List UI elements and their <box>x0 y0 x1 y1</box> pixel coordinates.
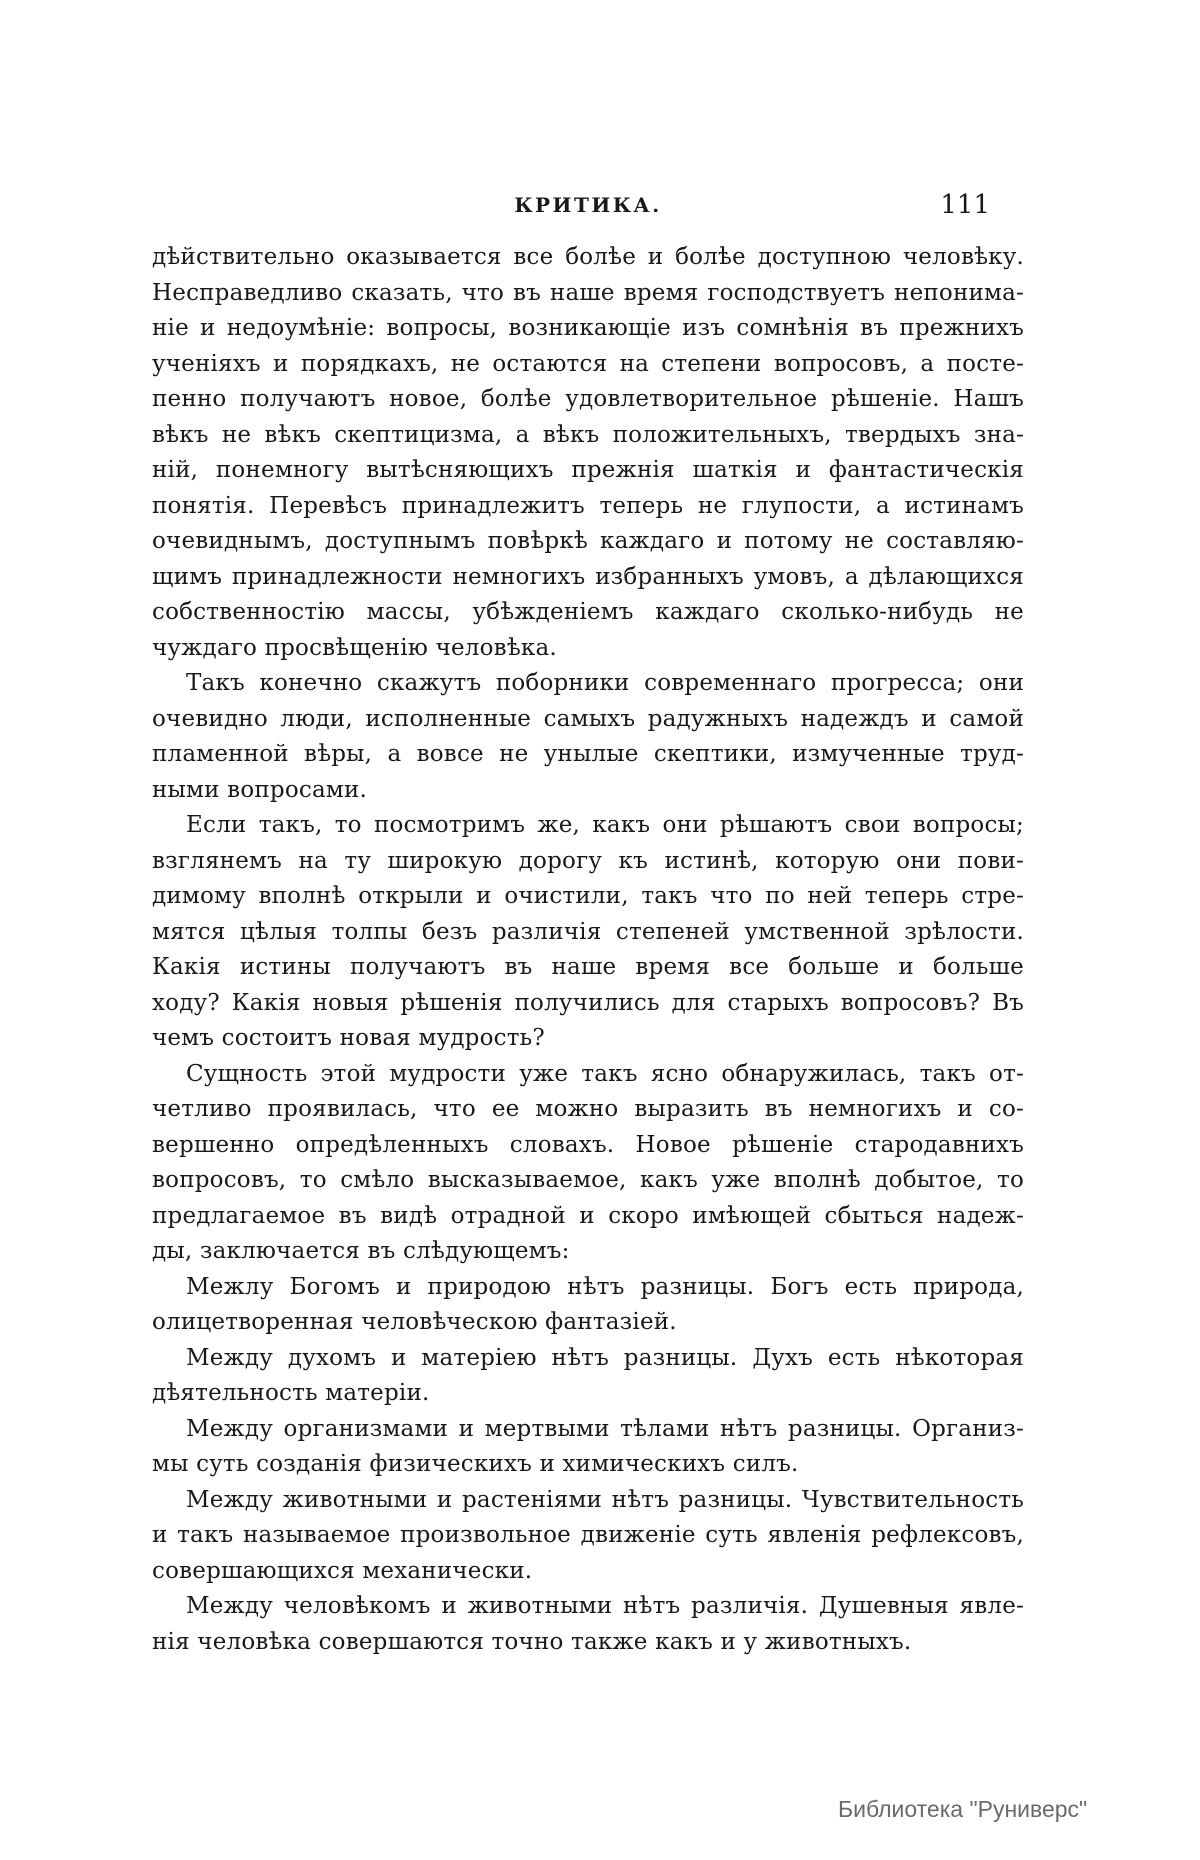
text-line: ученіяхъ и порядкахъ, не остаются на степени вопросовъ, а посте- <box>152 350 1024 377</box>
text-line: Между животными и растеніями нѣтъ разницы. Чувствительность <box>186 1486 1024 1513</box>
paragraph <box>152 1341 1024 1412</box>
text-line: Какія истины получаютъ въ наше время все больше и больше <box>152 954 1024 980</box>
paragraph <box>152 666 1024 808</box>
text-line: мятся цѣлыя толпы безъ различія степеней умственной зрѣлости. <box>152 918 1024 945</box>
running-head: КРИТИКА. <box>514 193 662 217</box>
text-line: Такъ конечно скажутъ поборники современнаго прогресса; они <box>186 670 1024 696</box>
text-line: четливо проявилась, что ее можно выразить въ немногихъ и со- <box>152 1096 1024 1122</box>
text-line: понятія. Перевѣсъ принадлежитъ теперь не глупости, а истинамъ <box>152 492 1024 519</box>
page-number: 111 <box>940 190 990 220</box>
watermark-text: Библиотека "Руниверс" <box>838 1796 1088 1822</box>
paragraph <box>152 808 1024 1057</box>
paragraph <box>152 1589 1024 1660</box>
paragraph <box>152 1270 1024 1341</box>
text-line: взглянемъ на ту широкую дорогу къ истинѣ, которую они пови- <box>152 847 1024 874</box>
paragraph <box>152 240 1024 666</box>
text-line: димому вполнѣ открыли и очистили, такъ что по ней теперь стре- <box>152 883 1024 909</box>
text-line: Между организмами и мертвыми тѣлами нѣтъ разницы. Организ- <box>186 1415 1024 1442</box>
text-block <box>152 240 1024 1660</box>
text-line: пламенной вѣры, а вовсе не унылые скептики, измученные труд- <box>152 741 1024 767</box>
text-line: чемъ состоитъ новая мудрость? <box>152 1025 545 1051</box>
text-line: мы суть созданія физическихъ и химическихъ силъ. <box>152 1451 799 1477</box>
text-line: олицетворенная человѣческою фантазіей. <box>152 1309 677 1335</box>
text-line: дѣйствительно оказывается все болѣе и болѣе доступною человѣку. <box>152 244 1024 270</box>
text-line: ды, заключается въ слѣдующемъ: <box>152 1238 570 1264</box>
text-line: нія человѣка совершаются точно также какъ и у животныхъ. <box>152 1628 912 1655</box>
text-line: Межлу Богомъ и природою нѣтъ разницы. Богъ есть природа, <box>186 1273 1024 1300</box>
text-line: Если такъ, то посмотримъ же, какъ они рѣшаютъ свои вопросы; <box>186 812 1024 838</box>
text-line: ходу? Какія новыя рѣшенія получились для старыхъ вопросовъ? Въ <box>152 989 1024 1016</box>
text-line: ніе и недоумѣніе: вопросы, возникающіе изъ сомнѣнія въ прежнихъ <box>152 315 1024 341</box>
text-line: и такъ называемое произвольное движеніе суть явленія рефлексовъ, <box>152 1522 1024 1548</box>
text-line: чуждаго просвѣщенію человѣка. <box>152 634 557 661</box>
text-line: вершенно опредѣленныхъ словахъ. Новое рѣшеніе стародавнихъ <box>152 1131 1024 1158</box>
paragraph <box>152 1412 1024 1483</box>
text-line: ній, понемногу вытѣсняющихъ прежнія шаткія и фантастическія <box>152 457 1024 483</box>
text-line: совершающихся механически. <box>152 1557 533 1584</box>
text-line: очевидно люди, исполненные самыхъ радужныхъ надеждъ и самой <box>152 705 1024 732</box>
paragraph <box>152 1057 1024 1270</box>
text-line: Сущность этой мудрости уже такъ ясно обнаружилась, такъ от- <box>186 1060 1024 1087</box>
text-line: щимъ принадлежности немногихъ избранныхъ умовъ, а дѣлающихся <box>152 563 1024 590</box>
text-line: собственностію массы, убѣжденіемъ каждаго сколько-нибудь не <box>152 599 1024 625</box>
paragraph <box>152 1483 1024 1590</box>
text-line: ными вопросами. <box>152 776 367 803</box>
text-line: очевиднымъ, доступнымъ повѣркѣ каждаго и потому не составляю- <box>152 528 1024 554</box>
text-line: Между духомъ и матеріею нѣтъ разницы. Духъ есть нѣкоторая <box>186 1344 1024 1371</box>
text-line: предлагаемое въ видѣ отрадной и скоро имѣющей сбыться надеж- <box>152 1202 1024 1229</box>
text-line: дѣятельность матеріи. <box>152 1380 430 1406</box>
text-line: вопросовъ, то смѣло высказываемое, какъ уже вполнѣ добытое, то <box>152 1167 1024 1193</box>
text-line: пенно получаютъ новое, болѣе удовлетворительное рѣшеніе. Нашъ <box>152 386 1024 412</box>
text-line: Между человѣкомъ и животными нѣтъ различія. Душевныя явле- <box>186 1593 1024 1619</box>
text-line: Несправедливо сказать, что въ наше время господствуетъ непонима- <box>152 279 1024 306</box>
text-line: вѣкъ не вѣкъ скептицизма, а вѣкъ положительныхъ, твердыхъ зна- <box>152 421 1024 448</box>
